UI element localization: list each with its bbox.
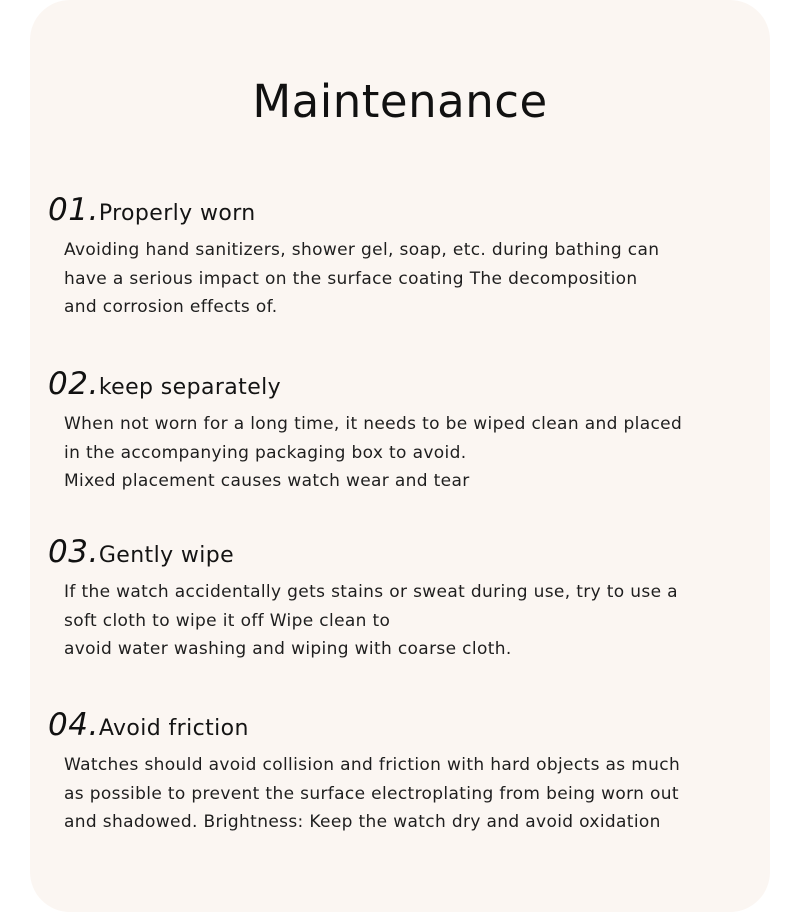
section-number: 04.	[48, 707, 99, 743]
body-line: avoid water washing and wiping with coarse cloth.	[64, 639, 512, 659]
body-line: and corrosion effects of.	[64, 297, 278, 317]
section-heading	[48, 190, 748, 230]
section-number: 03.	[48, 534, 99, 570]
section-keep-separately	[48, 364, 748, 496]
section-gently-wipe	[48, 532, 748, 664]
section-body	[64, 236, 748, 322]
section-heading	[48, 364, 748, 404]
section-title: Gently wipe	[98, 543, 235, 568]
section-body	[64, 578, 748, 664]
section-body	[64, 410, 748, 496]
section-properly-worn	[48, 190, 748, 322]
section-title: Avoid friction	[98, 716, 249, 741]
section-body	[64, 751, 748, 837]
body-line: in the accompanying packaging box to avoid.	[64, 442, 467, 463]
section-title: Properly worn	[98, 201, 256, 226]
page-title: Maintenance	[252, 75, 548, 128]
section-title: keep separately	[98, 375, 282, 400]
body-line: and shadowed. Brightness: Keep the watch dry and avoid oxidation	[64, 812, 661, 832]
body-line: soft cloth to wipe it off Wipe clean to	[64, 610, 391, 631]
section-avoid-friction	[48, 705, 748, 837]
body-line: have a serious impact on the surface coating The decomposition	[64, 268, 638, 289]
section-heading	[48, 532, 748, 572]
body-line: If the watch accidentally gets stains or sweat during use, try to use a	[64, 582, 678, 602]
body-line: Watches should avoid collision and friction with hard objects as much	[64, 755, 681, 775]
section-number: 02.	[48, 366, 99, 402]
body-line: When not worn for a long time, it needs to be wiped clean and placed	[64, 414, 683, 434]
body-line: Mixed placement causes watch wear and tear	[64, 471, 470, 491]
section-number: 01.	[48, 192, 99, 228]
section-heading	[48, 705, 748, 745]
body-line: Avoiding hand sanitizers, shower gel, soap, etc. during bathing can	[64, 240, 660, 260]
body-line: as possible to prevent the surface electroplating from being worn out	[64, 783, 679, 804]
